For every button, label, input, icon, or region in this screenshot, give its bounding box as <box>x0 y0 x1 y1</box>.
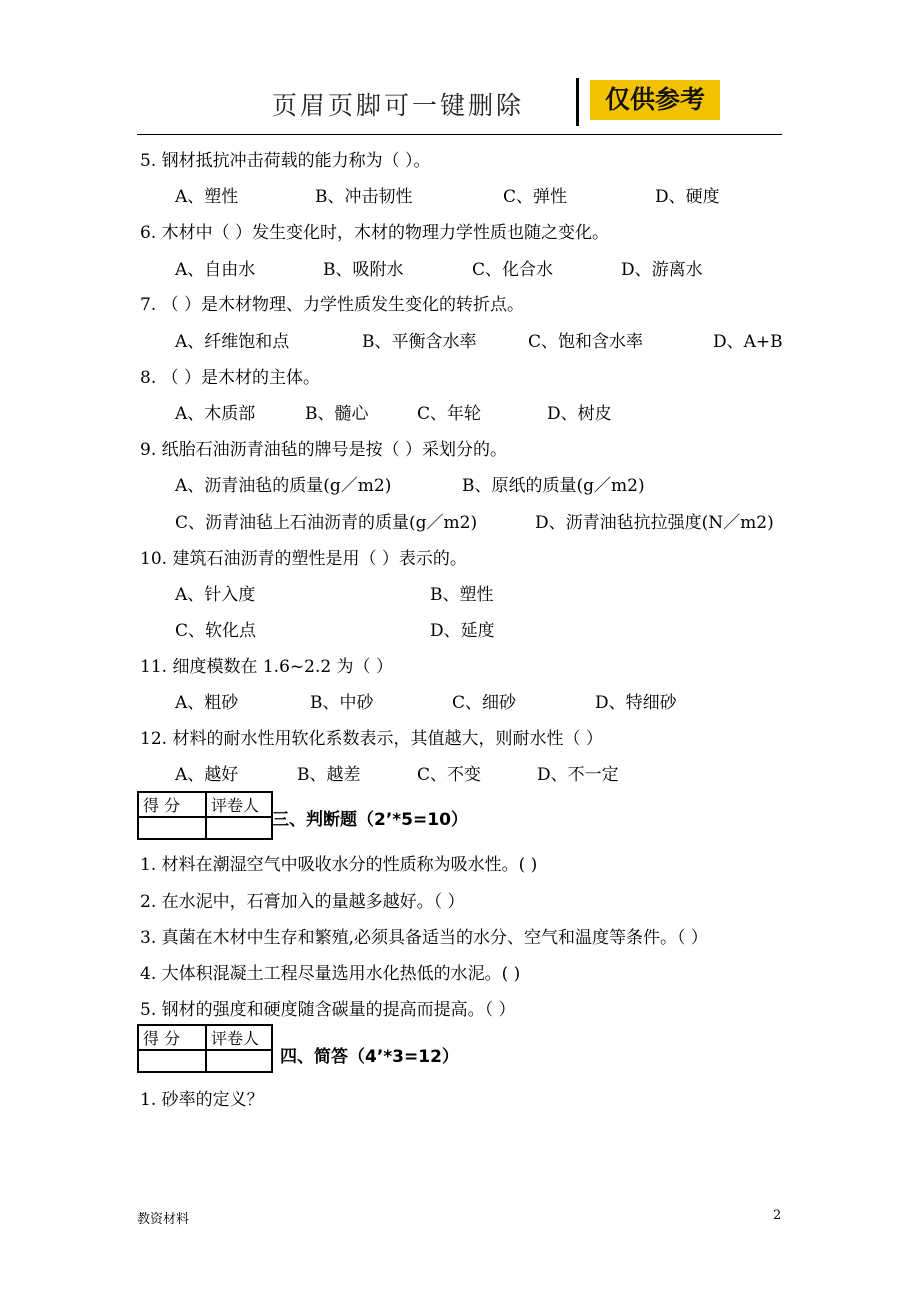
question-stem: 11. 细度模数在 1.6~2.2 为（ ） <box>140 657 393 677</box>
option: D、游离水 <box>621 260 703 280</box>
option: A、塑性 <box>175 187 239 207</box>
option: B、冲击韧性 <box>315 187 413 207</box>
option: B、中砂 <box>310 693 374 713</box>
question-stem: 10. 建筑石油沥青的塑性是用（ ）表示的。 <box>140 549 467 569</box>
judgement-item: 4. 大体积混凝土工程尽量选用水化热低的水泥。( ) <box>140 964 521 984</box>
score-cell <box>138 817 206 839</box>
option: C、细砂 <box>452 693 517 713</box>
option: C、软化点 <box>175 621 257 641</box>
option: A、针入度 <box>175 585 256 605</box>
header-divider <box>576 78 579 126</box>
option: D、硬度 <box>655 187 720 207</box>
reviewer-cell <box>206 1050 272 1072</box>
option: B、吸附水 <box>323 260 404 280</box>
grade-box <box>137 1024 273 1073</box>
option: C、化合水 <box>472 260 554 280</box>
footer-label: 教资材料 <box>137 1212 190 1227</box>
header-rule <box>137 134 782 135</box>
option: C、年轮 <box>417 404 482 424</box>
option: C、饱和含水率 <box>528 332 644 352</box>
option: C、不变 <box>417 765 482 785</box>
option: B、原纸的质量(g／m2) <box>462 476 645 496</box>
option: A、越好 <box>175 765 239 785</box>
question-stem: 8. （ ）是木材的主体。 <box>140 368 321 388</box>
option: B、平衡含水率 <box>362 332 477 352</box>
reviewer-label: 评卷人 <box>206 1025 272 1050</box>
grade-box <box>137 791 273 840</box>
section-title: 四、简答（4’*3=12） <box>280 1047 459 1067</box>
header-title: 页眉页脚可一键删除 <box>272 91 525 120</box>
question-stem: 7. （ ）是木材物理、力学性质发生变化的转折点。 <box>140 295 525 315</box>
judgement-item: 5. 钢材的强度和硬度随含碳量的提高而提高。（ ） <box>140 1000 516 1020</box>
judgement-item: 3. 真菌在木材中生存和繁殖,必须具备适当的水分、空气和温度等条件。（ ） <box>140 928 708 948</box>
score-cell <box>138 1050 206 1072</box>
reviewer-cell <box>206 817 272 839</box>
judgement-item: 2. 在水泥中，石膏加入的量越多越好。（ ） <box>140 892 465 912</box>
question-stem: 5. 钢材抵抗冲击荷载的能力称为（ ）。 <box>140 151 431 171</box>
option: A、粗砂 <box>175 693 239 713</box>
reference-stamp: 仅供参考 <box>590 80 720 120</box>
short-answer-item: 1. 砂率的定义？ <box>140 1090 264 1110</box>
option: B、塑性 <box>430 585 494 605</box>
score-label: 得 分 <box>138 1025 206 1050</box>
page-number: 2 <box>773 1208 782 1223</box>
option: D、特细砂 <box>595 693 677 713</box>
option: B、越差 <box>297 765 361 785</box>
question-stem: 12. 材料的耐水性用软化系数表示，其值越大，则耐水性（ ） <box>140 729 603 749</box>
reviewer-label: 评卷人 <box>206 792 272 817</box>
judgement-item: 1. 材料在潮湿空气中吸收水分的性质称为吸水性。( ) <box>140 855 538 875</box>
option: A、自由水 <box>175 260 256 280</box>
question-stem: 6. 木材中（ ）发生变化时，木材的物理力学性质也随之变化。 <box>140 223 610 243</box>
option: B、髓心 <box>305 404 369 424</box>
score-label: 得 分 <box>138 792 206 817</box>
option: D、A+B <box>713 332 783 352</box>
option: D、延度 <box>430 621 495 641</box>
option: D、不一定 <box>537 765 619 785</box>
option: D、树皮 <box>547 404 612 424</box>
option: A、沥青油毡的质量(g／m2) <box>175 476 392 496</box>
option: D、沥青油毡抗拉强度(N／m2) <box>535 513 774 533</box>
option: C、沥青油毡上石油沥青的质量(g／m2) <box>175 513 478 533</box>
question-stem: 9. 纸胎石油沥青油毡的牌号是按（ ）采划分的。 <box>140 440 508 460</box>
option: A、木质部 <box>175 404 256 424</box>
option: A、纤维饱和点 <box>175 332 290 352</box>
option: C、弹性 <box>503 187 568 207</box>
section-title: 三、判断题（2’*5=10） <box>272 810 468 830</box>
